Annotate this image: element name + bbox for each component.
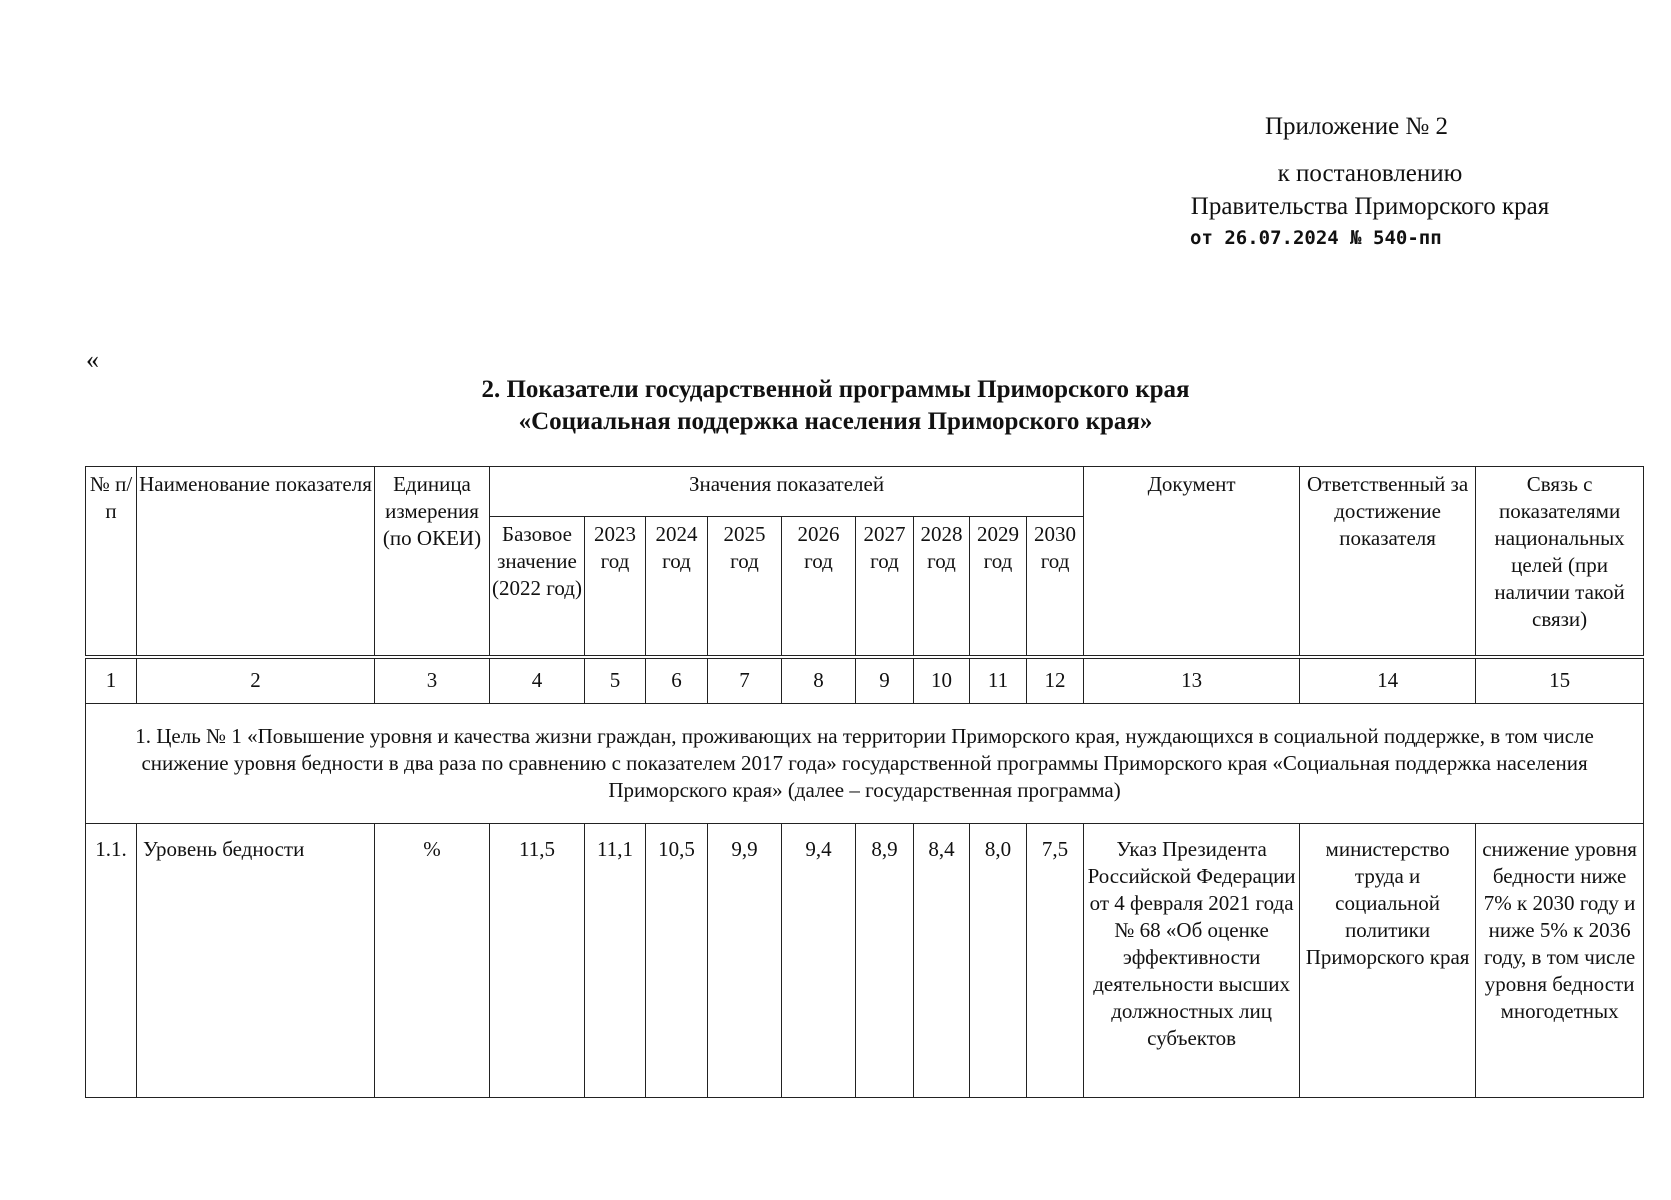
row-value: 8,0 — [970, 823, 1027, 1097]
appendix-line-2: Правительства Приморского края — [1190, 193, 1550, 220]
row-responsible: министерство труда и социальной политики Приморского края — [1300, 823, 1476, 1097]
col-number: 11 — [970, 657, 1027, 704]
head-link: Связь с показателями национальных целей (при наличии такой связи) — [1476, 467, 1644, 657]
col-number: 13 — [1084, 657, 1300, 704]
col-number: 6 — [646, 657, 708, 704]
row-unit: % — [375, 823, 490, 1097]
head-year: 2029 год — [970, 517, 1027, 657]
row-value: 9,4 — [782, 823, 856, 1097]
head-year: 2030 год — [1027, 517, 1084, 657]
row-value: 8,9 — [856, 823, 914, 1097]
heading-line-2: «Социальная поддержка населения Приморского края» — [518, 408, 1153, 435]
heading-line-1: 2. Показатели государственной программы Приморского края — [481, 376, 1190, 403]
row-value: 11,1 — [585, 823, 646, 1097]
col-number: 9 — [856, 657, 914, 704]
col-number: 8 — [782, 657, 856, 704]
col-number: 3 — [375, 657, 490, 704]
head-year: 2026 год — [782, 517, 856, 657]
row-base-value: 11,5 — [490, 823, 585, 1097]
row-value: 10,5 — [646, 823, 708, 1097]
goal-row: 1. Цель № 1 «Повышение уровня и качества жизни граждан, проживающих на территории Приморского края, нуждающихся в социальной поддержке, в том числе снижение уровня бедности в два раза по сравнению с показателем 2017 года» государственной программы Приморского края «Социальная поддержка населения Приморского края» (далее – государственная программа) — [86, 703, 1644, 823]
appendix-line-1: к постановлению — [1277, 160, 1463, 187]
head-year: 2024 год — [646, 517, 708, 657]
indicators-table — [85, 466, 1644, 1098]
col-number: 5 — [585, 657, 646, 704]
row-document: Указ Президента Российской Федерации от 4 февраля 2021 года № 68 «Об оценке эффективности деятельности высших должностных лиц субъектов — [1084, 823, 1300, 1097]
head-year: 2025 год — [708, 517, 782, 657]
head-year: 2028 год — [914, 517, 970, 657]
col-number: 4 — [490, 657, 585, 704]
head-year: 2023 год — [585, 517, 646, 657]
appendix-title: Приложение № 2 — [1265, 113, 1449, 140]
row-name: Уровень бедности — [137, 823, 375, 1097]
row-link: снижение уровня бедности ниже 7% к 2030 году и ниже 5% к 2036 году, в том числе уровня бедности многодетных — [1476, 823, 1644, 1097]
decree-reference: от 26.07.2024 № 540-пп — [1190, 227, 1442, 249]
row-value: 8,4 — [914, 823, 970, 1097]
table-row — [86, 823, 1644, 1097]
col-number: 14 — [1300, 657, 1476, 704]
col-number: 1 — [86, 657, 137, 704]
appendix-block — [1150, 110, 1590, 253]
head-responsible: Ответственный за достижение показателя — [1300, 467, 1476, 657]
head-values-group: Значения показателей — [490, 467, 1084, 517]
row-value: 9,9 — [708, 823, 782, 1097]
head-year: 2027 год — [856, 517, 914, 657]
col-number: 2 — [137, 657, 375, 704]
head-unit: Единица измерения (по ОКЕИ) — [375, 467, 490, 657]
head-base: Базовое значение (2022 год) — [490, 517, 585, 657]
row-num: 1.1. — [86, 823, 137, 1097]
row-value: 7,5 — [1027, 823, 1084, 1097]
col-number: 15 — [1476, 657, 1644, 704]
page-heading — [0, 374, 1671, 438]
col-number: 10 — [914, 657, 970, 704]
head-name: Наименование показателя — [137, 467, 375, 657]
col-number: 12 — [1027, 657, 1084, 704]
head-document: Документ — [1084, 467, 1300, 657]
opening-quote: « — [86, 345, 99, 374]
head-num: № п/п — [86, 467, 137, 657]
col-number: 7 — [708, 657, 782, 704]
